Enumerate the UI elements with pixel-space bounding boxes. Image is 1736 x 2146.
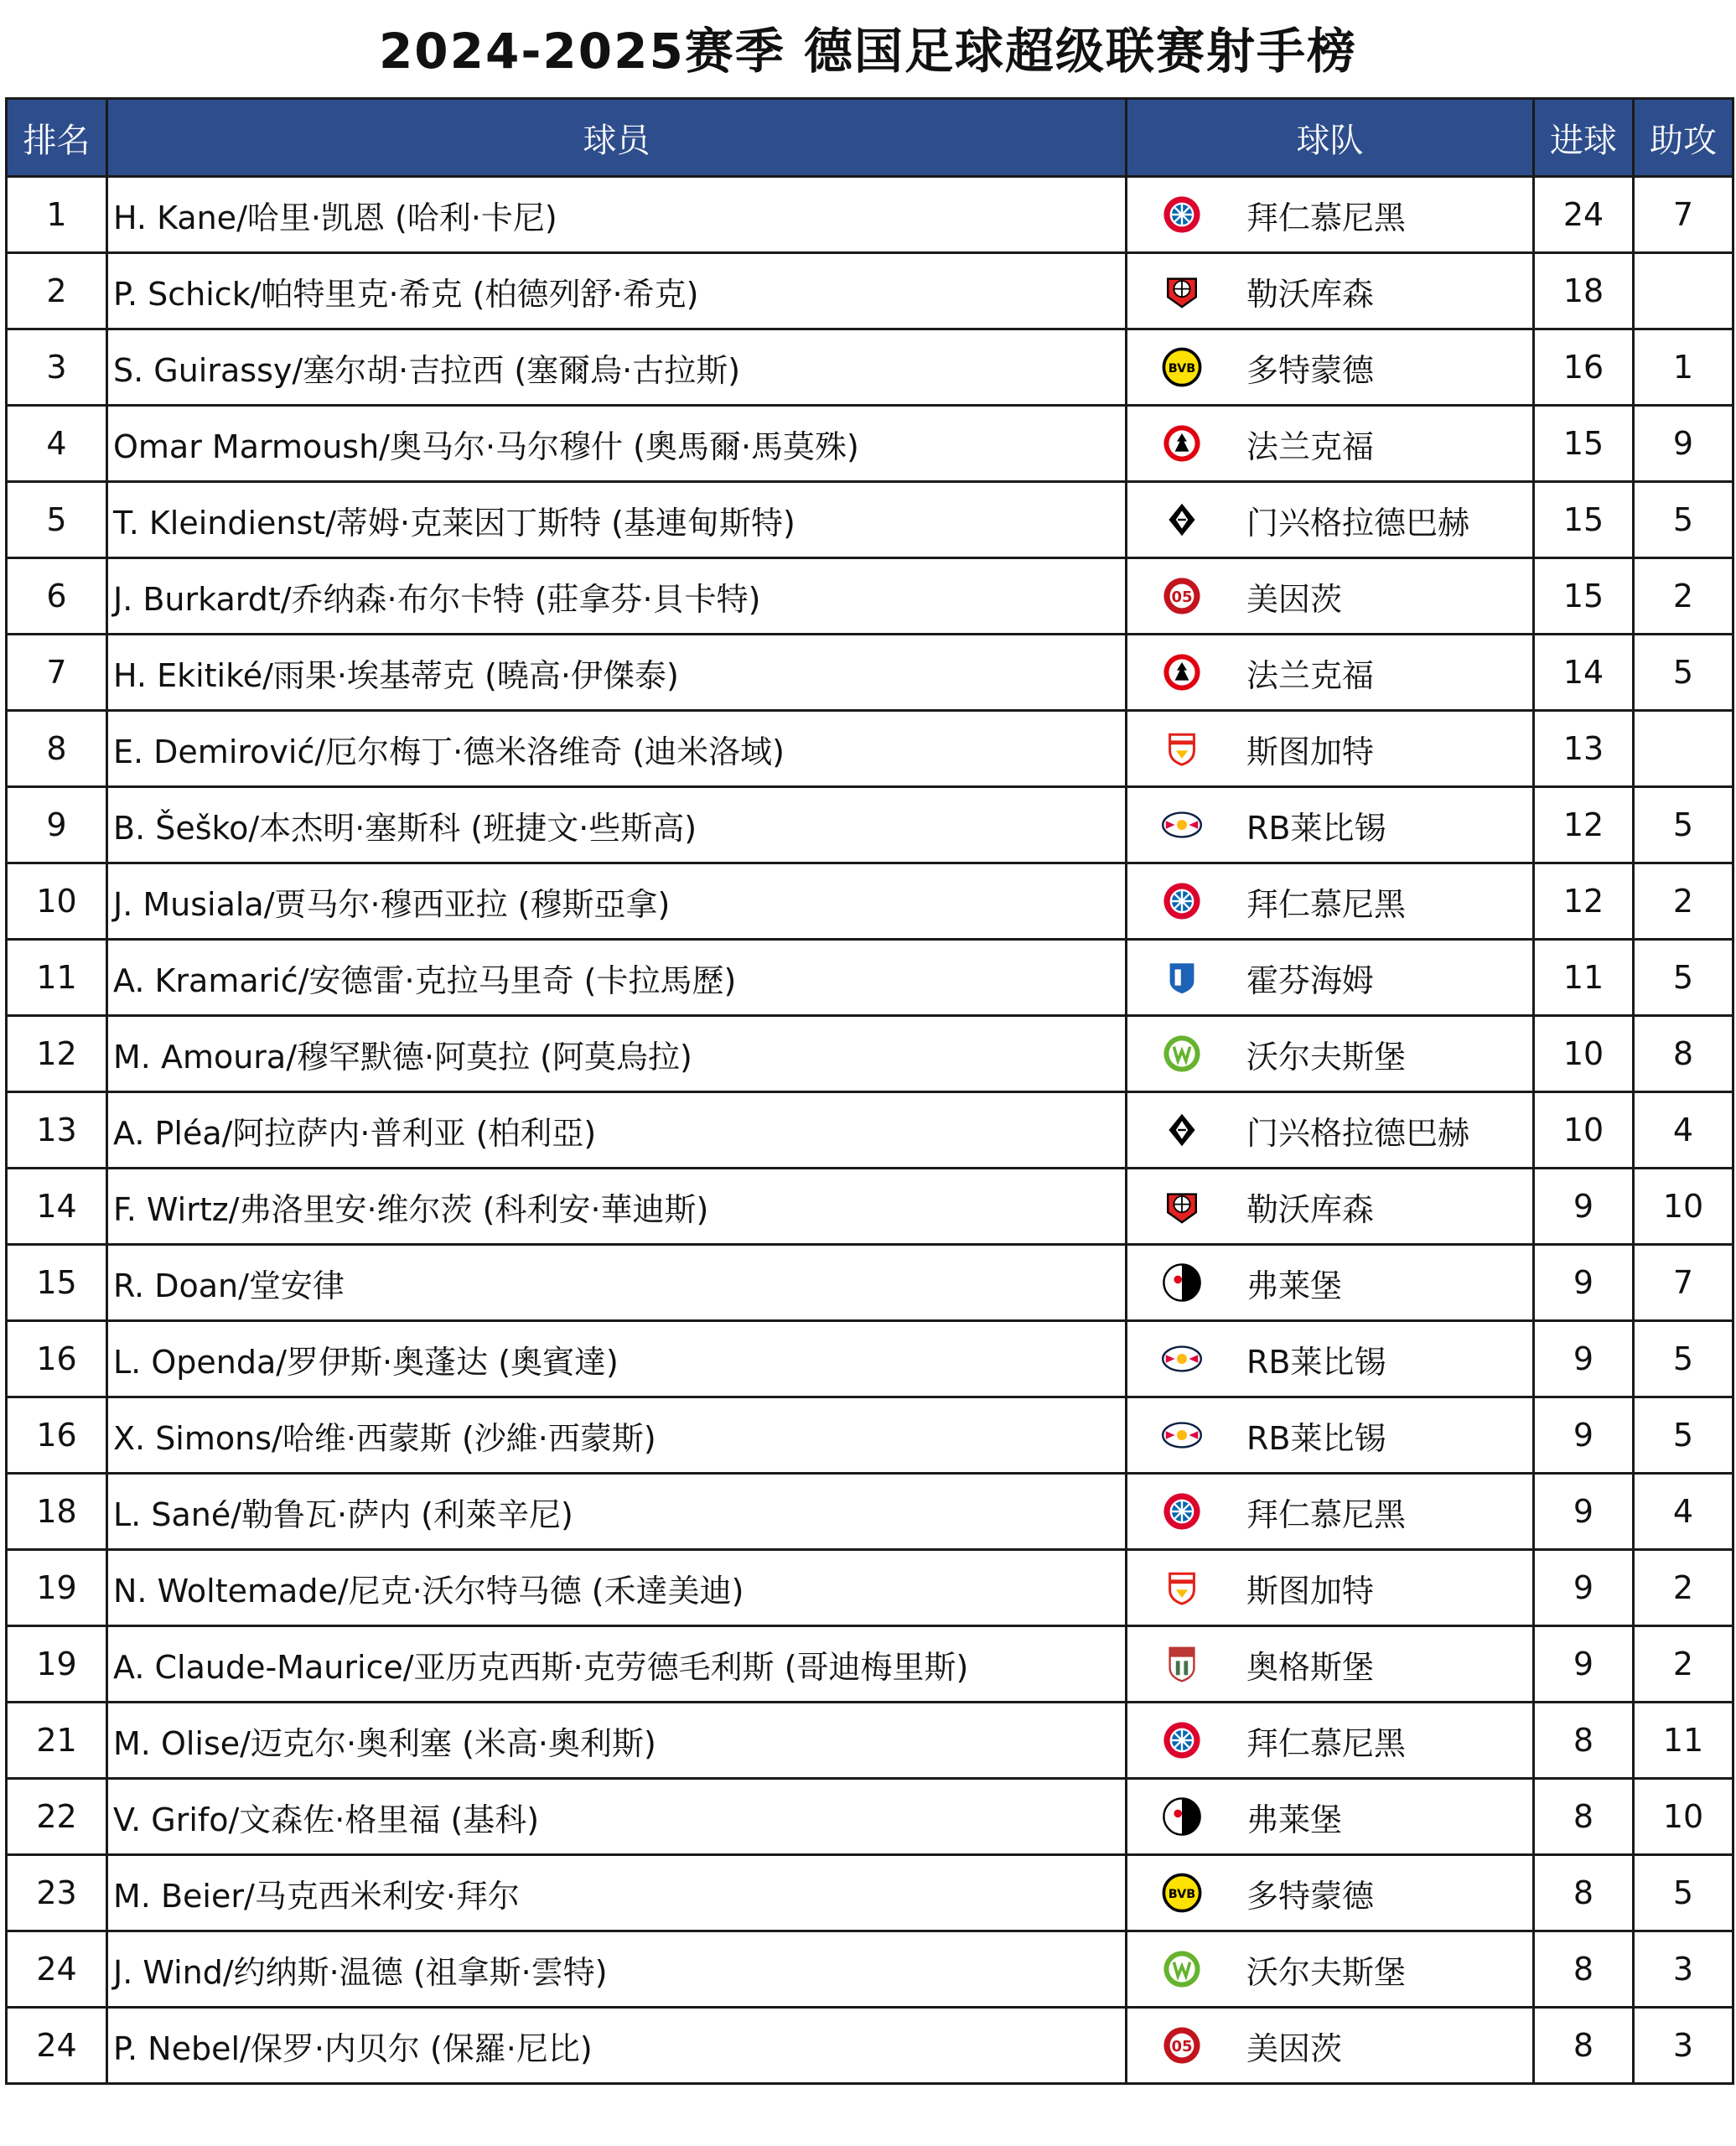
rank-cell: 1 — [7, 177, 107, 253]
assists-cell: 1 — [1634, 329, 1733, 406]
team-cell — [1127, 406, 1534, 482]
team-cell — [1127, 2008, 1534, 2084]
team-name: 多特蒙德 — [1246, 351, 1375, 389]
leipzig-icon — [1127, 805, 1236, 845]
player-cell: A. Pléa/阿拉萨内·普利亚 (柏利亞) — [107, 1092, 1127, 1169]
table-row — [7, 863, 1733, 940]
team-cell — [1127, 787, 1534, 863]
team-name: 拜仁慕尼黑 — [1246, 199, 1407, 236]
assists-cell: 5 — [1634, 787, 1733, 863]
goals-cell: 15 — [1534, 406, 1634, 482]
team-name: 美因茨 — [1246, 2029, 1343, 2067]
header-row — [7, 99, 1733, 177]
bayern-icon — [1127, 194, 1236, 235]
team-cell — [1127, 1855, 1534, 1931]
svg-text:BVB: BVB — [1168, 1888, 1196, 1901]
scorers-table — [5, 97, 1734, 2085]
wolfsburg-icon — [1127, 1949, 1236, 1989]
assists-cell: 2 — [1634, 863, 1733, 940]
player-cell: E. Demirović/厄尔梅丁·德米洛维奇 (迪米洛域) — [107, 711, 1127, 787]
team-name: 多特蒙德 — [1246, 1877, 1375, 1915]
assists-cell: 7 — [1634, 1245, 1733, 1321]
goals-cell: 8 — [1534, 1931, 1634, 2008]
table-row — [7, 329, 1733, 406]
assists-cell: 2 — [1634, 1626, 1733, 1703]
assists-cell: 4 — [1634, 1474, 1733, 1550]
rank-cell: 14 — [7, 1169, 107, 1245]
table-row — [7, 558, 1733, 635]
bayern-icon — [1127, 1720, 1236, 1760]
team-name: 斯图加特 — [1246, 1572, 1375, 1610]
assists-cell: 11 — [1634, 1703, 1733, 1779]
table-row — [7, 711, 1733, 787]
player-cell: N. Woltemade/尼克·沃尔特马德 (禾達美迪) — [107, 1550, 1127, 1626]
leipzig-icon — [1127, 1415, 1236, 1455]
table-row — [7, 1779, 1733, 1855]
goals-cell: 13 — [1534, 711, 1634, 787]
header-team: 球队 — [1127, 99, 1534, 177]
assists-cell: 10 — [1634, 1169, 1733, 1245]
player-cell: A. Claude-Maurice/亚历克西斯·克劳德毛利斯 (哥迪梅里斯) — [107, 1626, 1127, 1703]
player-cell: J. Musiala/贾马尔·穆西亚拉 (穆斯亞拿) — [107, 863, 1127, 940]
team-name: 奥格斯堡 — [1246, 1648, 1375, 1686]
table-row — [7, 1245, 1733, 1321]
goals-cell: 14 — [1534, 635, 1634, 711]
table-row — [7, 406, 1733, 482]
table-row — [7, 1016, 1733, 1092]
player-cell: V. Grifo/文森佐·格里福 (基科) — [107, 1779, 1127, 1855]
goals-cell: 9 — [1534, 1626, 1634, 1703]
assists-cell: 5 — [1634, 1321, 1733, 1397]
player-cell: B. Šeško/本杰明·塞斯科 (班捷文·些斯高) — [107, 787, 1127, 863]
rank-cell: 9 — [7, 787, 107, 863]
player-cell: M. Olise/迈克尔·奥利塞 (米高·奧利斯) — [107, 1703, 1127, 1779]
table-row — [7, 253, 1733, 329]
rank-cell: 10 — [7, 863, 107, 940]
team-cell — [1127, 1245, 1534, 1321]
table-row — [7, 1397, 1733, 1474]
rank-cell: 13 — [7, 1092, 107, 1169]
player-cell: P. Schick/帕特里克·希克 (柏德列舒·希克) — [107, 253, 1127, 329]
player-cell: M. Beier/马克西米利安·拜尔 — [107, 1855, 1127, 1931]
rank-cell: 16 — [7, 1397, 107, 1474]
rank-cell: 19 — [7, 1550, 107, 1626]
team-cell — [1127, 253, 1534, 329]
team-name: 弗莱堡 — [1246, 1801, 1343, 1838]
mainz-icon — [1127, 576, 1236, 616]
assists-cell: 5 — [1634, 1855, 1733, 1931]
rank-cell: 24 — [7, 2008, 107, 2084]
table-row — [7, 482, 1733, 558]
goals-cell: 24 — [1534, 177, 1634, 253]
goals-cell: 9 — [1534, 1245, 1634, 1321]
table-row — [7, 1321, 1733, 1397]
table-row — [7, 1931, 1733, 2008]
rank-cell: 23 — [7, 1855, 107, 1931]
table-row — [7, 940, 1733, 1016]
table-row — [7, 1550, 1733, 1626]
team-cell — [1127, 1931, 1534, 2008]
player-cell: J. Burkardt/乔纳森·布尔卡特 (莊拿芬·貝卡特) — [107, 558, 1127, 635]
rank-cell: 16 — [7, 1321, 107, 1397]
team-cell — [1127, 1779, 1534, 1855]
goals-cell: 12 — [1534, 787, 1634, 863]
table-row — [7, 1092, 1733, 1169]
assists-cell: 7 — [1634, 177, 1733, 253]
goals-cell: 9 — [1534, 1169, 1634, 1245]
frankfurt-icon — [1127, 423, 1236, 464]
team-cell — [1127, 635, 1534, 711]
dortmund-icon — [1127, 347, 1236, 387]
team-cell — [1127, 558, 1534, 635]
goals-cell: 18 — [1534, 253, 1634, 329]
player-cell: Omar Marmoush/奥马尔·马尔穆什 (奧馬爾·馬莫殊) — [107, 406, 1127, 482]
header-goals: 进球 — [1534, 99, 1634, 177]
player-cell: L. Openda/罗伊斯·奥蓬达 (奧賓達) — [107, 1321, 1127, 1397]
freiburg-icon — [1127, 1262, 1236, 1303]
goals-cell: 10 — [1534, 1092, 1634, 1169]
player-cell: T. Kleindienst/蒂姆·克莱因丁斯特 (基連甸斯特) — [107, 482, 1127, 558]
player-cell: F. Wirtz/弗洛里安·维尔茨 (科利安·華迪斯) — [107, 1169, 1127, 1245]
goals-cell: 8 — [1534, 2008, 1634, 2084]
team-name: 拜仁慕尼黑 — [1246, 1724, 1407, 1762]
table-row — [7, 2008, 1733, 2084]
team-cell — [1127, 940, 1534, 1016]
assists-cell: 5 — [1634, 1397, 1733, 1474]
gladbach-icon — [1127, 500, 1236, 540]
assists-cell: 4 — [1634, 1092, 1733, 1169]
team-name: 勒沃库森 — [1246, 1190, 1375, 1228]
bayern-icon — [1127, 881, 1236, 921]
goals-cell: 9 — [1534, 1550, 1634, 1626]
svg-text:05: 05 — [1171, 2038, 1193, 2056]
leverkusen-icon — [1127, 271, 1236, 311]
assists-cell: 3 — [1634, 1931, 1733, 2008]
player-cell: H. Ekitiké/雨果·埃基蒂克 (曉高·伊傑泰) — [107, 635, 1127, 711]
team-cell — [1127, 711, 1534, 787]
augsburg-icon — [1127, 1644, 1236, 1684]
team-name: 美因茨 — [1246, 580, 1343, 618]
rank-cell: 7 — [7, 635, 107, 711]
assists-cell — [1634, 253, 1733, 329]
freiburg-icon — [1127, 1796, 1236, 1837]
team-cell — [1127, 1550, 1534, 1626]
assists-cell: 10 — [1634, 1779, 1733, 1855]
page-title: 2024-2025赛季 德国足球超级联赛射手榜 — [378, 23, 1358, 80]
team-name: 弗莱堡 — [1246, 1267, 1343, 1304]
team-name: 拜仁慕尼黑 — [1246, 1495, 1407, 1533]
frankfurt-icon — [1127, 652, 1236, 692]
player-cell: A. Kramarić/安德雷·克拉马里奇 (卡拉馬歷) — [107, 940, 1127, 1016]
goals-cell: 10 — [1534, 1016, 1634, 1092]
rank-cell: 12 — [7, 1016, 107, 1092]
wolfsburg-icon — [1127, 1034, 1236, 1074]
team-cell — [1127, 1703, 1534, 1779]
leverkusen-icon — [1127, 1186, 1236, 1226]
table-row — [7, 787, 1733, 863]
player-cell: L. Sané/勒鲁瓦·萨内 (利萊辛尼) — [107, 1474, 1127, 1550]
team-cell — [1127, 177, 1534, 253]
header-assists: 助攻 — [1634, 99, 1733, 177]
mainz-icon — [1127, 2025, 1236, 2066]
table-row — [7, 1474, 1733, 1550]
assists-cell: 9 — [1634, 406, 1733, 482]
team-cell — [1127, 1474, 1534, 1550]
goals-cell: 8 — [1534, 1855, 1634, 1931]
goals-cell: 8 — [1534, 1703, 1634, 1779]
player-cell: R. Doan/堂安律 — [107, 1245, 1127, 1321]
leipzig-icon — [1127, 1339, 1236, 1379]
player-cell: M. Amoura/穆罕默德·阿莫拉 (阿莫烏拉) — [107, 1016, 1127, 1092]
team-cell — [1127, 329, 1534, 406]
team-name: 沃尔夫斯堡 — [1246, 1038, 1407, 1076]
rank-cell: 19 — [7, 1626, 107, 1703]
goals-cell: 15 — [1534, 558, 1634, 635]
assists-cell — [1634, 711, 1733, 787]
team-name: 法兰克福 — [1246, 656, 1375, 694]
team-name: 拜仁慕尼黑 — [1246, 885, 1407, 923]
player-cell: S. Guirassy/塞尔胡·吉拉西 (塞爾烏·古拉斯) — [107, 329, 1127, 406]
goals-cell: 12 — [1534, 863, 1634, 940]
stuttgart-icon — [1127, 728, 1236, 769]
player-cell: J. Wind/约纳斯·温德 (祖拿斯·雲特) — [107, 1931, 1127, 2008]
table-body — [7, 177, 1733, 2084]
hoffenheim-icon — [1127, 957, 1236, 998]
team-name: 门兴格拉德巴赫 — [1246, 504, 1470, 542]
team-name: RB莱比锡 — [1246, 809, 1386, 847]
rank-cell: 24 — [7, 1931, 107, 2008]
table-row — [7, 1626, 1733, 1703]
team-name: RB莱比锡 — [1246, 1343, 1386, 1381]
team-cell — [1127, 1397, 1534, 1474]
team-name: 霍芬海姆 — [1246, 962, 1375, 999]
rank-cell: 22 — [7, 1779, 107, 1855]
team-name: 斯图加特 — [1246, 733, 1375, 770]
assists-cell: 3 — [1634, 2008, 1733, 2084]
team-cell — [1127, 863, 1534, 940]
player-cell: X. Simons/哈维·西蒙斯 (沙維·西蒙斯) — [107, 1397, 1127, 1474]
team-cell — [1127, 1169, 1534, 1245]
svg-text:BVB: BVB — [1168, 362, 1196, 376]
assists-cell: 8 — [1634, 1016, 1733, 1092]
goals-cell: 11 — [1534, 940, 1634, 1016]
team-cell — [1127, 1321, 1534, 1397]
assists-cell: 2 — [1634, 1550, 1733, 1626]
table-row — [7, 635, 1733, 711]
rank-cell: 2 — [7, 253, 107, 329]
goals-cell: 9 — [1534, 1397, 1634, 1474]
gladbach-icon — [1127, 1110, 1236, 1150]
rank-cell: 6 — [7, 558, 107, 635]
rank-cell: 3 — [7, 329, 107, 406]
goals-cell: 9 — [1534, 1321, 1634, 1397]
stuttgart-icon — [1127, 1568, 1236, 1608]
team-name: 法兰克福 — [1246, 428, 1375, 465]
table-row — [7, 1169, 1733, 1245]
player-cell: P. Nebel/保罗·内贝尔 (保羅·尼比) — [107, 2008, 1127, 2084]
rank-cell: 5 — [7, 482, 107, 558]
header-player: 球员 — [107, 99, 1127, 177]
header-rank: 排名 — [7, 99, 107, 177]
rank-cell: 11 — [7, 940, 107, 1016]
rank-cell: 4 — [7, 406, 107, 482]
team-cell — [1127, 482, 1534, 558]
table-row — [7, 177, 1733, 253]
team-cell — [1127, 1016, 1534, 1092]
dortmund-icon — [1127, 1873, 1236, 1913]
team-name: 沃尔夫斯堡 — [1246, 1953, 1407, 1991]
team-name: RB莱比锡 — [1246, 1419, 1386, 1457]
table-row — [7, 1855, 1733, 1931]
assists-cell: 2 — [1634, 558, 1733, 635]
team-cell — [1127, 1092, 1534, 1169]
svg-text:05: 05 — [1171, 588, 1193, 607]
goals-cell: 16 — [1534, 329, 1634, 406]
player-cell: H. Kane/哈里·凯恩 (哈利·卡尼) — [107, 177, 1127, 253]
table-row — [7, 1703, 1733, 1779]
team-name: 门兴格拉德巴赫 — [1246, 1114, 1470, 1152]
team-name: 勒沃库森 — [1246, 275, 1375, 313]
assists-cell: 5 — [1634, 940, 1733, 1016]
rank-cell: 21 — [7, 1703, 107, 1779]
bayern-icon — [1127, 1491, 1236, 1532]
team-cell — [1127, 1626, 1534, 1703]
rank-cell: 18 — [7, 1474, 107, 1550]
assists-cell: 5 — [1634, 482, 1733, 558]
rank-cell: 8 — [7, 711, 107, 787]
goals-cell: 15 — [1534, 482, 1634, 558]
assists-cell: 5 — [1634, 635, 1733, 711]
goals-cell: 8 — [1534, 1779, 1634, 1855]
goals-cell: 9 — [1534, 1474, 1634, 1550]
rank-cell: 15 — [7, 1245, 107, 1321]
